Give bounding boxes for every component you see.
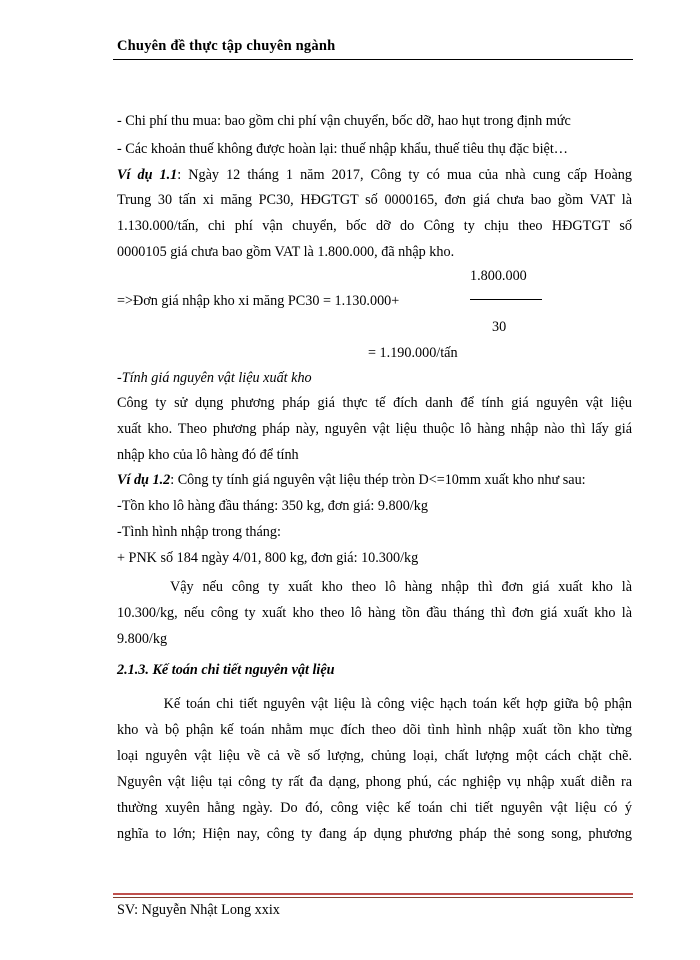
header-divider (113, 59, 633, 60)
example-1-1-line-2: Trung 30 tấn xi măng PC30, HĐGTGT số 0000165, đơn giá chưa bao gồm VAT là (117, 192, 632, 208)
paragraph-line-3: loại nguyên vật liệu về cả về số lượng, chủng loại, chất lượng một cách chặt chẽ. (117, 748, 632, 764)
conclusion-line-2: 10.300/kg, nếu công ty xuất kho theo lô hàng tồn đầu tháng thì đơn giá xuất kho là (117, 605, 632, 621)
page-header-title: Chuyên đề thực tập chuyên ngành (117, 38, 336, 54)
example-1-1-text: : Ngày 12 tháng 1 năm 2017, Công ty có mua của nhà cung cấp Hoàng (177, 167, 632, 183)
export-method-line-1: Công ty sử dụng phương pháp giá thực tế đích danh để tính giá nguyên vật liệu (117, 395, 632, 411)
line-purchase-costs: - Chi phí thu mua: bao gồm chi phí vận chuyển, bốc dỡ, hao hụt trong định mức (117, 113, 571, 129)
export-method-line-2: xuất kho. Theo phương pháp này, nguyên vật liệu thuộc lô hàng nhập nào thì lấy giá (117, 421, 632, 437)
paragraph-line-2: kho và bộ phận kế toán nhằm mục đích theo dõi tình hình nhập xuất tồn kho từng (117, 722, 632, 738)
monthly-receipts-line: -Tình hình nhập trong tháng: (117, 524, 281, 540)
example-1-2-line (117, 472, 632, 489)
conclusion-line-3: 9.800/kg (117, 631, 168, 647)
formula-result: = 1.190.000/tấn (368, 345, 458, 361)
footer-divider-thick (113, 893, 633, 895)
example-1-2-label: Ví dụ 1.2 (117, 472, 171, 488)
fraction-denominator: 30 (492, 319, 507, 335)
footer-divider-thin (113, 897, 633, 898)
example-1-1-line-4: 0000105 giá chưa bao gồm VAT là 1.800.000, đã nhập kho. (117, 244, 455, 260)
example-1-1-line-3: 1.130.000/tấn, chi phí vận chuyển, bốc dỡ do Công ty chịu theo HĐGTGT số (117, 218, 632, 234)
line-non-refundable-taxes: - Các khoản thuế không được hoàn lại: thuế nhập khẩu, thuế tiêu thụ đặc biệt… (117, 141, 568, 157)
export-method-line-3: nhập kho của lô hàng đó để tính (117, 447, 299, 463)
subheading-export-price: -Tính giá nguyên vật liệu xuất kho (117, 370, 312, 386)
example-1-1-line-1 (117, 167, 632, 184)
conclusion-line-1: Vậy nếu công ty xuất kho theo lô hàng nhập thì đơn giá xuất kho là (117, 579, 632, 595)
fraction-numerator: 1.800.000 (470, 268, 527, 284)
formula-line: =>Đơn giá nhập kho xi măng PC30 = 1.130.000+ (117, 293, 400, 309)
receipt-voucher-line: + PNK số 184 ngày 4/01, 800 kg, đơn giá: 10.300/kg (117, 550, 419, 566)
example-1-1-label: Ví dụ 1.1 (117, 167, 178, 183)
paragraph-line-1: Kế toán chi tiết nguyên vật liệu là công việc hạch toán kết hợp giữa bộ phận (117, 696, 632, 712)
example-1-2-text: : Công ty tính giá nguyên vật liệu thép tròn D<=10mm xuất kho như sau: (170, 472, 586, 488)
paragraph-line-5: thường xuyên hằng ngày. Do đó, công việc kế toán chi tiết nguyên vật liệu có ý (117, 800, 632, 816)
footer-student-name: SV: Nguyễn Nhật Long xxix (117, 902, 280, 918)
fraction-bar (470, 299, 542, 300)
section-heading-2-1-3: 2.1.3. Kế toán chi tiết nguyên vật liệu (117, 662, 335, 678)
paragraph-line-6: nghĩa to lớn; Hiện nay, công ty đang áp dụng phương pháp thẻ song song, phương (117, 826, 632, 842)
opening-stock-line: -Tồn kho lô hàng đầu tháng: 350 kg, đơn giá: 9.800/kg (117, 498, 428, 514)
paragraph-line-4: Nguyên vật liệu tại công ty rất đa dạng, phong phú, các nghiệp vụ nhập xuất diễn ra (117, 774, 632, 790)
